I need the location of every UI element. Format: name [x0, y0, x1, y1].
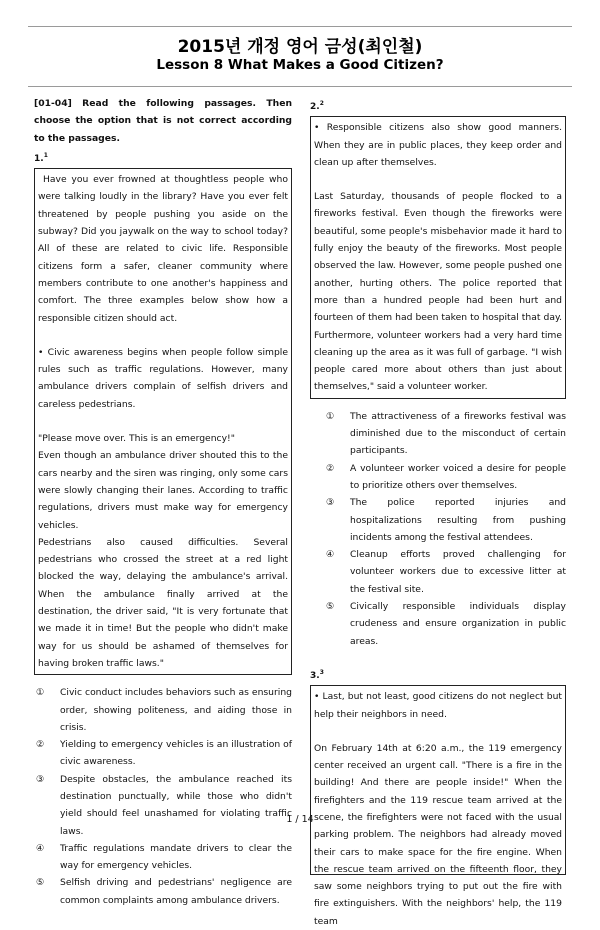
question-3-passage: [310, 685, 566, 927]
instruction: [01-04] Read the following passages. Then choose the option that is not correct according to the passages.: [34, 98, 292, 144]
passage-paragraph: • Responsible citizens also show good manners. When they are in public places, they keep order and clean up after themselves.: [314, 122, 562, 168]
option-number: ③: [326, 497, 335, 509]
answer-option[interactable]: [324, 408, 566, 460]
option-number: ⑤: [326, 601, 335, 613]
right-column: [310, 95, 566, 927]
option-text: A volunteer worker voiced a desire for people to prioritize others over themselves.: [350, 462, 566, 491]
passage-paragraph: "Please move over. This is an emergency!": [38, 433, 235, 445]
answer-option[interactable]: [34, 840, 292, 875]
answer-option[interactable]: [324, 460, 566, 495]
top-rule: [28, 26, 572, 27]
passage-paragraph: Have you ever frowned at thoughtless people who were talking loudly in the library? Have you ever felt threatened by people pushing you aside on the subway? Did you jaywalk on the way to school today? All of these are related to civic life. Responsible citizens form a safer, cleaner community where members contribute to one another's happiness and comfort. The three examples below show how a responsible citizen should act.: [38, 174, 288, 324]
question-2-number: 2.$^2$: [310, 100, 324, 112]
answer-option[interactable]: [324, 598, 566, 650]
option-text: Despite obstacles, the ambulance reached its destination punctually, while those who didn't yield should feel unashamed for violating traffic laws.: [60, 773, 292, 837]
answer-option[interactable]: [324, 494, 566, 546]
option-number: ②: [326, 462, 335, 474]
option-text: Cleanup efforts proved challenging for volunteer workers due to excessive litter at the festival site.: [350, 549, 566, 595]
question-3-number: 3.$^3$: [310, 668, 324, 681]
option-number: ①: [326, 410, 335, 422]
answer-option[interactable]: [34, 736, 292, 771]
passage-paragraph: Even though an ambulance driver shouted this to the cars nearby and the siren was ringing, only some cars were slowly changing their lanes. According to traffic regulations, drivers must make way for emergency vehicles.: [38, 450, 288, 531]
question-2-options: [310, 408, 566, 650]
document-title: 2015년 개정 영어 금성(최인철): [177, 37, 423, 57]
answer-option[interactable]: [324, 546, 566, 598]
answer-option[interactable]: [34, 874, 292, 909]
option-text: Civic conduct includes behaviors such as ensuring order, showing politeness, and aiding those in crisis.: [60, 687, 292, 733]
answer-option[interactable]: [34, 684, 292, 736]
passage-paragraph: • Civic awareness begins when people follow simple rules such as traffic regulations. However, many ambulance drivers complain of selfish drivers and careless pedestrians.: [38, 346, 288, 410]
passage-paragraph: On February 14th at 6:20 a.m., the 119 emergency center received an urgent call. "There is a fire in the building! And there are people inside!" When the firefighters and the 119 rescue team arrived at the scene, the firefighters were not faced with the usual parking problem. The neighbors had already moved their cars to make space for the fire engine. When the rescue team arrived on the fifteenth floor, they saw some neighbors trying to put out the fire with fire extinguishers. With the neighbors' help, the 119 team: [314, 742, 562, 927]
option-number: ④: [36, 842, 45, 854]
answer-option[interactable]: [34, 771, 292, 840]
option-text: The attractiveness of a fireworks festival was diminished due to the misconduct of certain participants.: [350, 410, 566, 457]
passage-paragraph: Pedestrians also caused difficulties. Several pedestrians who crossed the street at a red light blocked the way, delaying the ambulance's arrival. When the ambulance finally arrived at the destination, the driver said, "It is very fortunate that we made it in time! But the people who didn't make way for us should be ashamed of themselves for having broken traffic laws.": [38, 536, 288, 669]
option-text: Civically responsible individuals display crudeness and ensure organization in public areas.: [350, 601, 566, 647]
option-text: Traffic regulations mandate drivers to clear the way for emergency vehicles.: [60, 842, 292, 872]
option-text: Yielding to emergency vehicles is an illustration of civic awareness.: [60, 739, 292, 768]
left-column: [34, 95, 292, 909]
lesson-subtitle: Lesson 8 What Makes a Good Citizen?: [156, 57, 444, 73]
option-text: The police reported injuries and hospitalizations resulting from pushing incidents among the festival attendees.: [350, 497, 566, 543]
option-number: ⑤: [36, 877, 45, 889]
question-1-number: 1.$^1$: [34, 151, 48, 164]
page-number: 1 / 14: [286, 814, 314, 825]
option-number: ②: [36, 739, 45, 751]
question-1-options: [34, 684, 292, 909]
question-2-passage: [310, 116, 566, 398]
passage-paragraph: Last Saturday, thousands of people flocked to a fireworks festival. Even though the fireworks were beautiful, some people's misbehavior made it hard to fully enjoy the beauty of the fireworks. Most people observed the law. However, some people pushed one another, hurting others. The police reported that more than a hundred people had been hurt and fourteen of them had been taken to hospital that day. Furthermore, volunteer workers had a very hard time cleaning up the area as it was full of garbage. "I wish people cared more about others than just about themselves," said a volunteer worker.: [314, 191, 562, 393]
question-1-passage: [34, 168, 292, 675]
option-number: ④: [326, 549, 335, 561]
option-text: Selfish driving and pedestrians' negligence are common complaints among ambulance drivers.: [60, 877, 292, 906]
passage-paragraph: • Last, but not least, good citizens do not neglect but help their neighbors in need.: [314, 691, 562, 720]
option-number: ①: [36, 687, 45, 699]
header-rule: [28, 86, 572, 87]
option-number: ③: [36, 773, 45, 785]
